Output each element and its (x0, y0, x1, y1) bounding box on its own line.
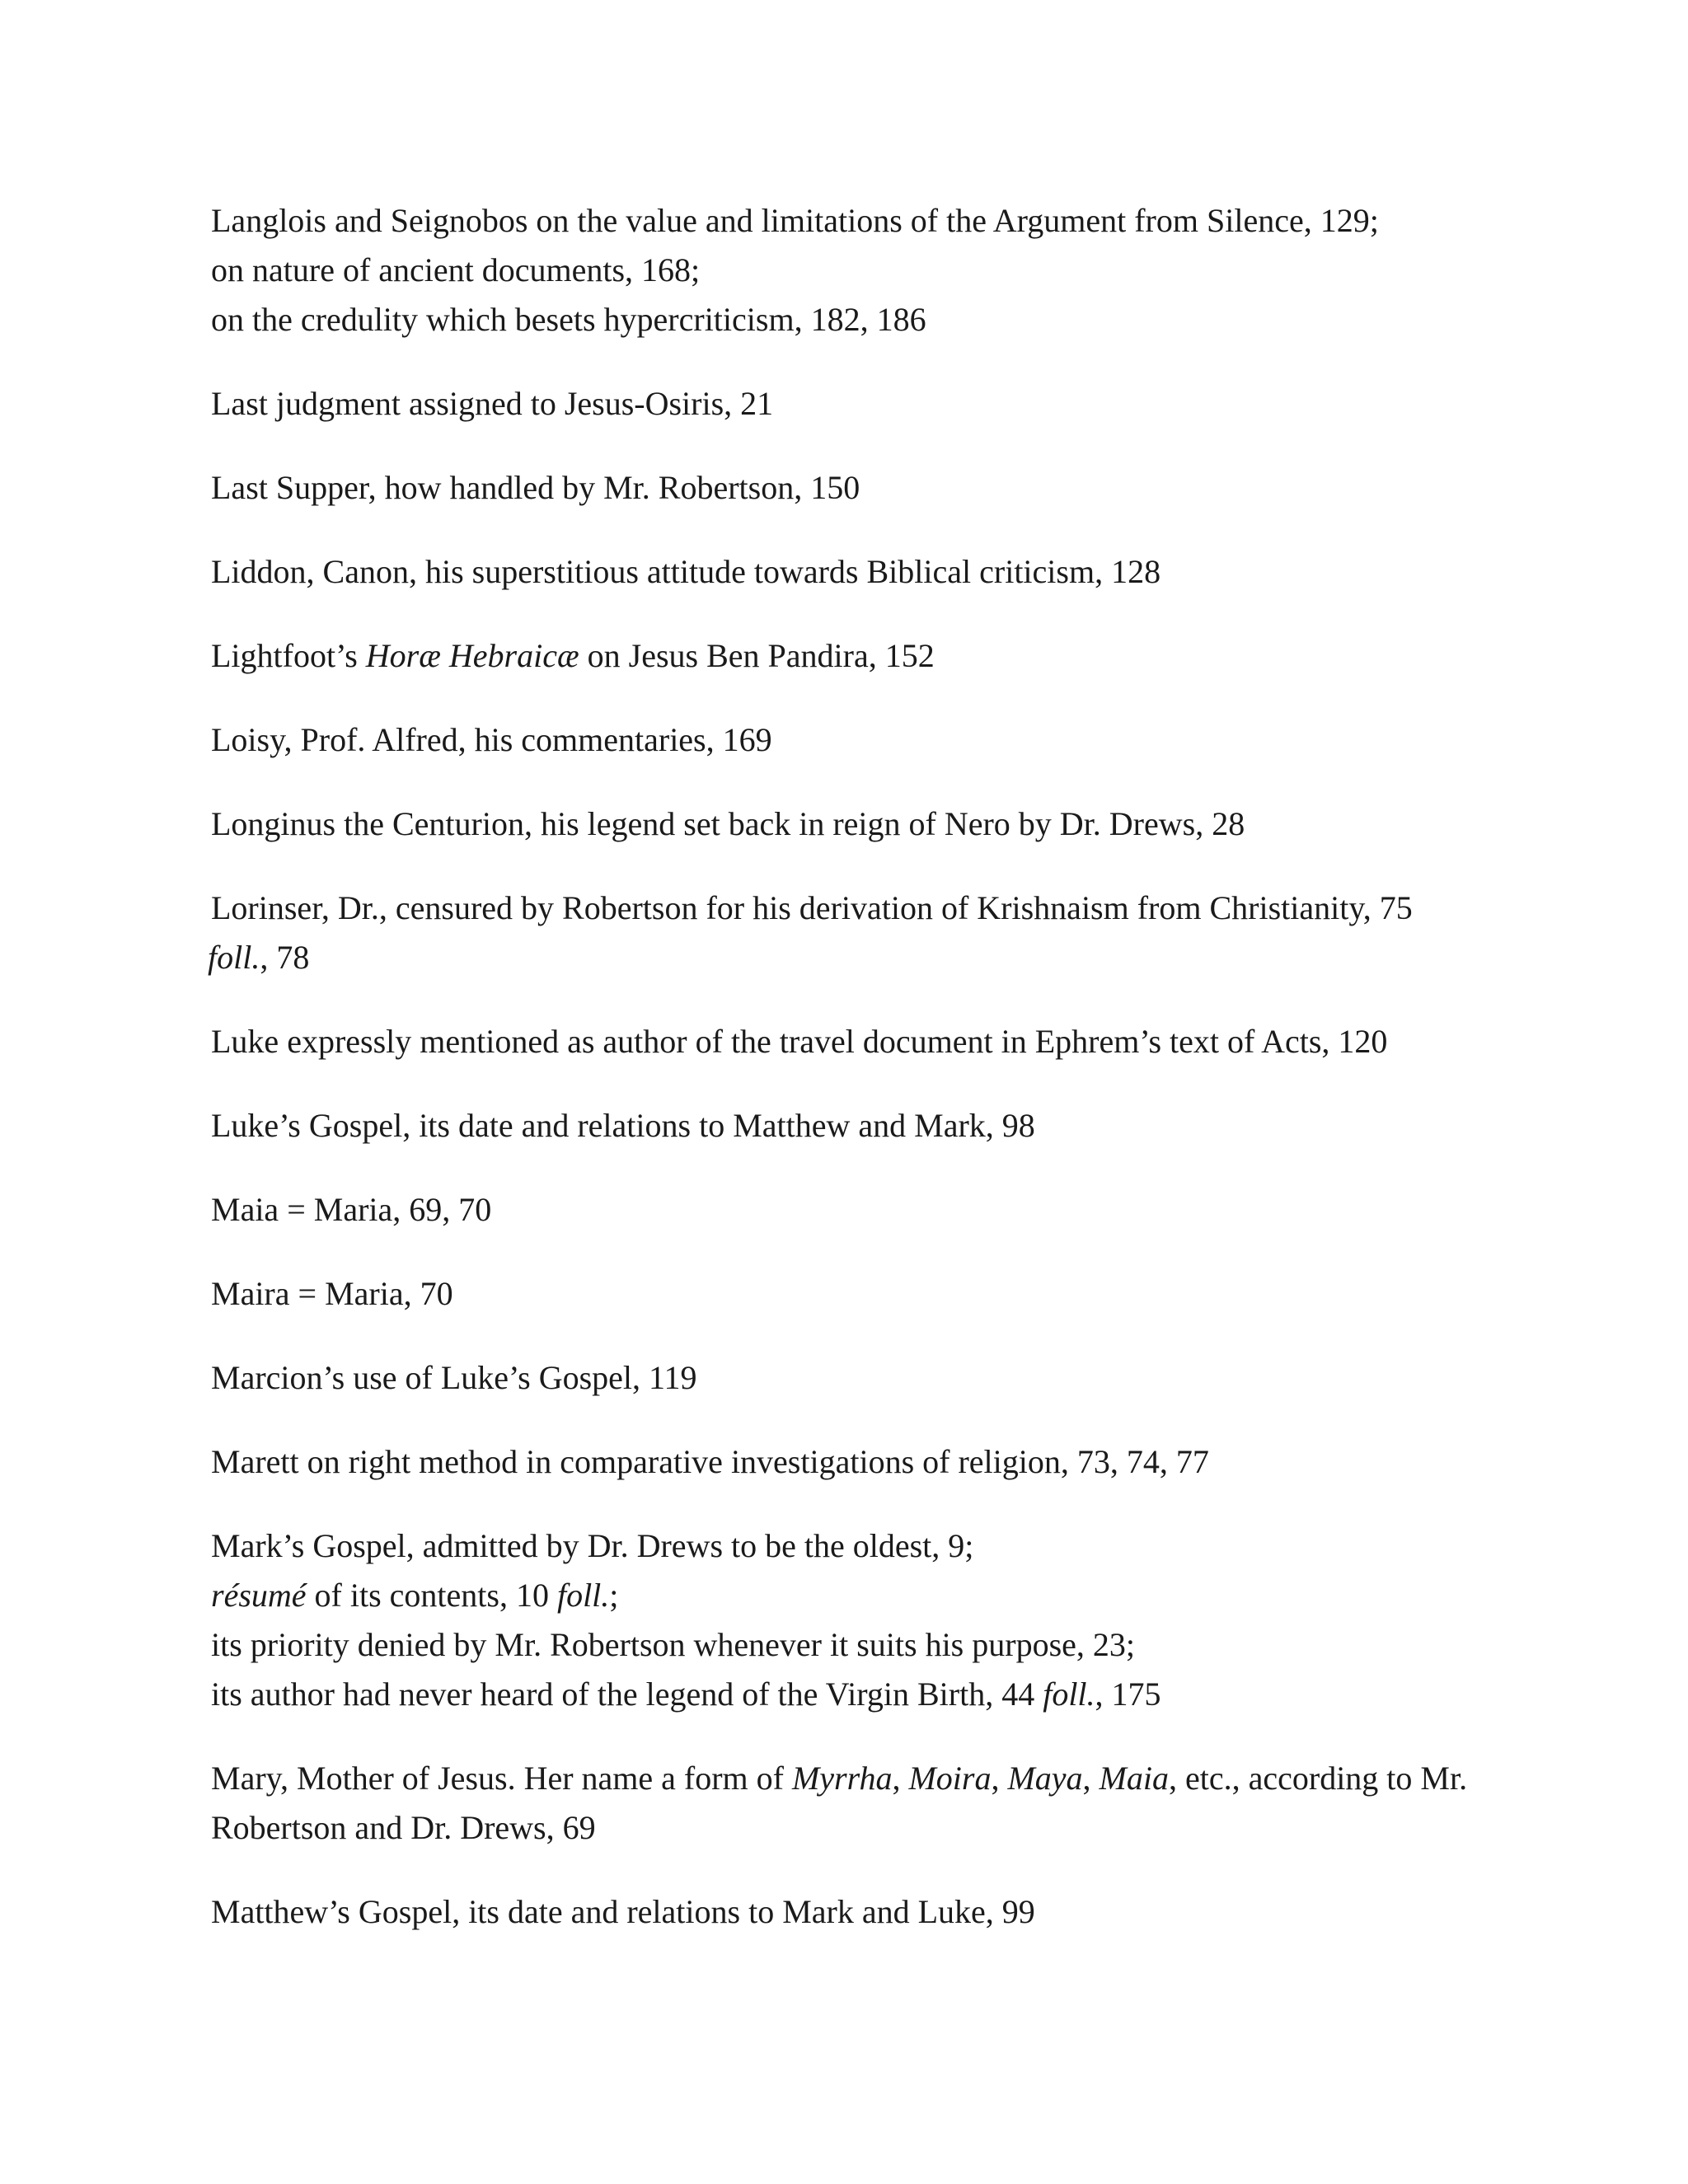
index-line: Marett on right method in comparative investigations of religion, 73, 74, 77 (211, 1443, 1209, 1480)
index-italic-title: Horæ Hebraicæ (365, 637, 579, 674)
index-text: , 175 (1095, 1675, 1161, 1713)
index-entry-mary (211, 1754, 1497, 1853)
index-italic-abbrev: foll. (1043, 1675, 1095, 1713)
index-entry-luke-gospel (211, 1101, 1497, 1151)
index-line: Langlois and Seignobos on the value and limitations of the Argument from Silence, 129; (211, 202, 1379, 239)
index-line (211, 631, 1497, 681)
index-text: ; (609, 1577, 619, 1614)
index-text: its author had never heard of the legend of the Virgin Birth, 44 (211, 1675, 1043, 1713)
index-line: Mark’s Gospel, admitted by Dr. Drews to be the oldest, 9; (211, 1527, 974, 1564)
index-text: of its contents, 10 (306, 1577, 557, 1614)
index-line: Longinus the Centurion, his legend set back in reign of Nero by Dr. Drews, 28 (211, 805, 1245, 842)
index-italic-name: Myrrha (791, 1760, 893, 1797)
index-text: , (991, 1760, 1008, 1797)
index-text: , etc., according to Mr. Robertson and Dr. Drews, 69 (211, 1760, 1468, 1846)
index-text: , (892, 1760, 909, 1797)
index-line: Liddon, Canon, his superstitious attitude towards Biblical criticism, 128 (211, 553, 1161, 590)
index-line: on nature of ancient documents, 168; (211, 251, 701, 288)
index-line: Maia = Maria, 69, 70 (211, 1191, 492, 1228)
index-italic-abbrev: foll. (208, 939, 260, 976)
index-italic-abbrev: foll. (556, 1577, 610, 1614)
index-italic-name: Maia (1099, 1760, 1169, 1797)
index-entry-langlois (211, 196, 1497, 344)
index-text: Lightfoot’s (211, 637, 366, 674)
index-entry-mark-gospel (211, 1521, 1497, 1719)
index-line (211, 1571, 1497, 1620)
index-entry-maia (211, 1185, 1497, 1235)
index-entry-last-judgment (211, 379, 1497, 429)
index-entry-longinus (211, 799, 1497, 849)
index-entry-luke-author (211, 1017, 1497, 1066)
index-line: Maira = Maria, 70 (211, 1275, 453, 1312)
index-italic-word: résumé (211, 1577, 307, 1614)
index-line: its priority denied by Mr. Robertson whenever it suits his purpose, 23; (211, 1626, 1135, 1663)
index-line: on the credulity which besets hypercriticism, 182, 186 (211, 301, 926, 338)
index-text: Mary, Mother of Jesus. Her name a form of (211, 1760, 792, 1797)
index-line: Lorinser, Dr., censured by Robertson for his derivation of Krishnaism from Christianity, 75 (211, 889, 1413, 926)
index-text: , (1082, 1760, 1100, 1797)
index-line: Matthew’s Gospel, its date and relations to Mark and Luke, 99 (211, 1893, 1035, 1930)
index-line: Luke’s Gospel, its date and relations to Matthew and Mark, 98 (211, 1107, 1035, 1144)
index-line (211, 1670, 1497, 1719)
index-entry-marett (211, 1437, 1497, 1487)
index-entry-matthew-gospel (211, 1887, 1497, 1937)
index-text: on Jesus Ben Pandira, 152 (579, 637, 935, 674)
index-entry-loisy (211, 715, 1497, 765)
index-entry-last-supper (211, 463, 1497, 513)
index-text: , 78 (260, 939, 310, 976)
index-italic-name: Moira (908, 1760, 992, 1797)
index-line: Marcion’s use of Luke’s Gospel, 119 (211, 1359, 697, 1396)
index-line (211, 1754, 1497, 1853)
index-entry-lightfoot (211, 631, 1497, 681)
index-line (208, 933, 1497, 982)
index-line: Last judgment assigned to Jesus-Osiris, 21 (211, 385, 774, 422)
index-entry-list (208, 196, 1497, 1971)
index-line: Last Supper, how handled by Mr. Robertson, 150 (211, 469, 860, 506)
index-entry-marcion (211, 1353, 1497, 1403)
index-italic-name: Maya (1007, 1760, 1083, 1797)
index-line: Luke expressly mentioned as author of the travel document in Ephrem’s text of Acts, 120 (211, 1023, 1388, 1060)
index-entry-lorinser (208, 883, 1497, 982)
index-entry-maira (211, 1269, 1497, 1319)
index-line: Loisy, Prof. Alfred, his commentaries, 169 (211, 721, 772, 758)
index-entry-liddon (211, 547, 1497, 597)
